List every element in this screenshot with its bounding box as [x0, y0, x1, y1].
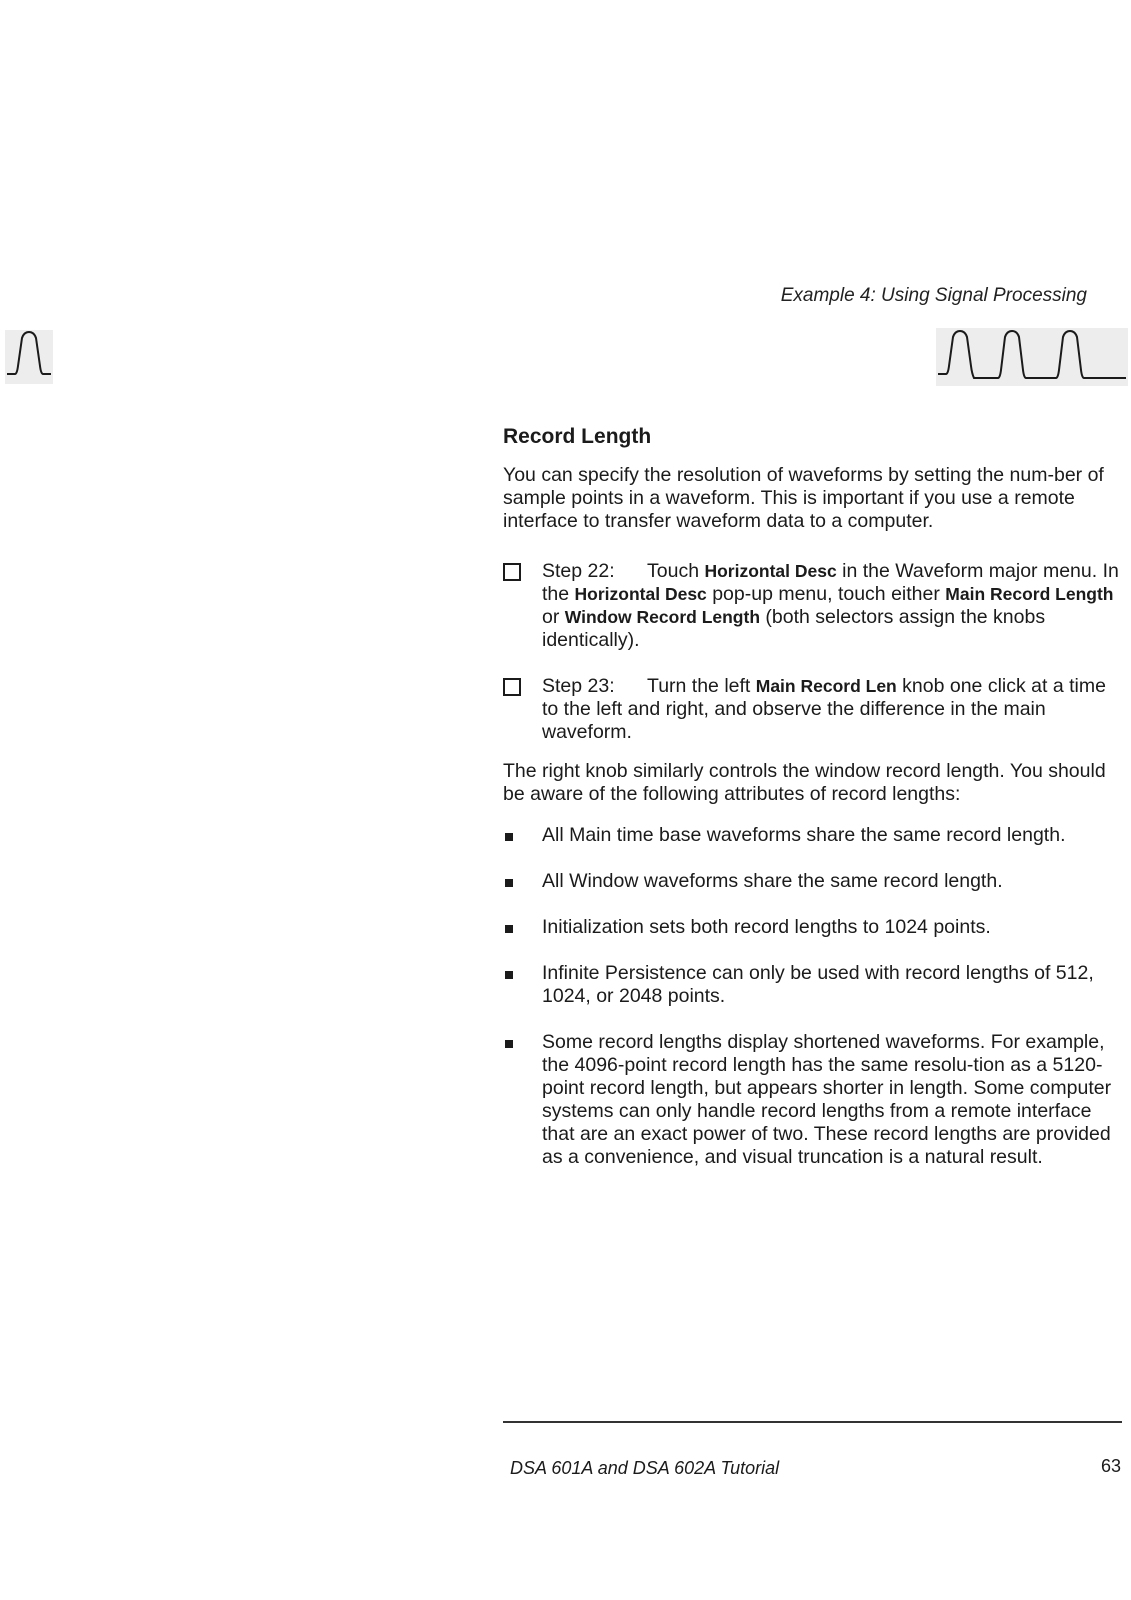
section-title: Record Length — [503, 425, 652, 448]
step-text: (both selectors assign the knobs identically). — [542, 606, 1046, 651]
list-item: All Window waveforms share the same record length. — [503, 870, 1123, 893]
step-23 — [503, 675, 1123, 744]
footer-rule — [503, 1421, 1122, 1423]
menu-term: Horizontal Desc — [574, 584, 707, 604]
waveform-logo-left — [5, 330, 53, 384]
menu-term: Horizontal Desc — [704, 561, 837, 581]
bullet-icon — [505, 925, 513, 933]
step-label: Step 22: — [542, 560, 615, 582]
menu-term: Window Record Length — [564, 607, 761, 627]
bullet-icon — [505, 1040, 513, 1048]
step-text: Touch — [647, 560, 705, 582]
list-item: All Main time base waveforms share the same record length. — [503, 824, 1123, 847]
step-text: Turn the left — [647, 675, 756, 697]
list-item: Infinite Persistence can only be used with record lengths of 512, 1024, or 2048 points. — [503, 962, 1123, 1008]
page-number: 63 — [1100, 1456, 1121, 1476]
step-text: pop-up menu, touch either — [706, 583, 946, 605]
menu-term: Main Record Length — [945, 584, 1114, 604]
step-text: or — [542, 606, 565, 628]
step-22 — [503, 560, 1123, 652]
intro-paragraph: You can specify the resolution of waveforms by setting the num-ber of sample points in a waveform. This is important if you use a remote interface to transfer waveform data to a computer. — [503, 464, 1104, 532]
bullet-icon — [505, 879, 513, 887]
bullet-icon — [505, 833, 513, 841]
step-label: Step 23: — [542, 675, 615, 697]
main-content — [503, 424, 1123, 1169]
attributes-list — [503, 824, 1123, 1169]
step-checkbox[interactable] — [503, 563, 521, 581]
step-text: knob one click at a time to the left and right, and observe the difference in the main waveform. — [542, 675, 1106, 743]
list-item: Some record lengths display shortened waveforms. For example, the 4096-point record length has the same resolu-tion as a 5120-point record length, but appears shorter in length. Some computer systems can only handle record lengths from a remote interface that are an exact power of two. These record lengths are provided as a convenience, and visual truncation is a natural result. — [503, 1031, 1123, 1169]
footer-manual-title: DSA 601A and DSA 602A Tutorial — [510, 1458, 780, 1478]
waveform-logo-right — [936, 328, 1128, 386]
attributes-intro: The right knob similarly controls the window record length. You should be aware of the following attributes of record lengths: — [503, 760, 1106, 805]
running-header: Example 4: Using Signal Processing — [780, 285, 1087, 306]
knob-term: Main Record Len — [755, 676, 897, 696]
list-item: Initialization sets both record lengths to 1024 points. — [503, 916, 1123, 939]
step-text: in the Waveform major menu. In the — [542, 560, 1119, 605]
bullet-icon — [505, 971, 513, 979]
step-checkbox[interactable] — [503, 678, 521, 696]
